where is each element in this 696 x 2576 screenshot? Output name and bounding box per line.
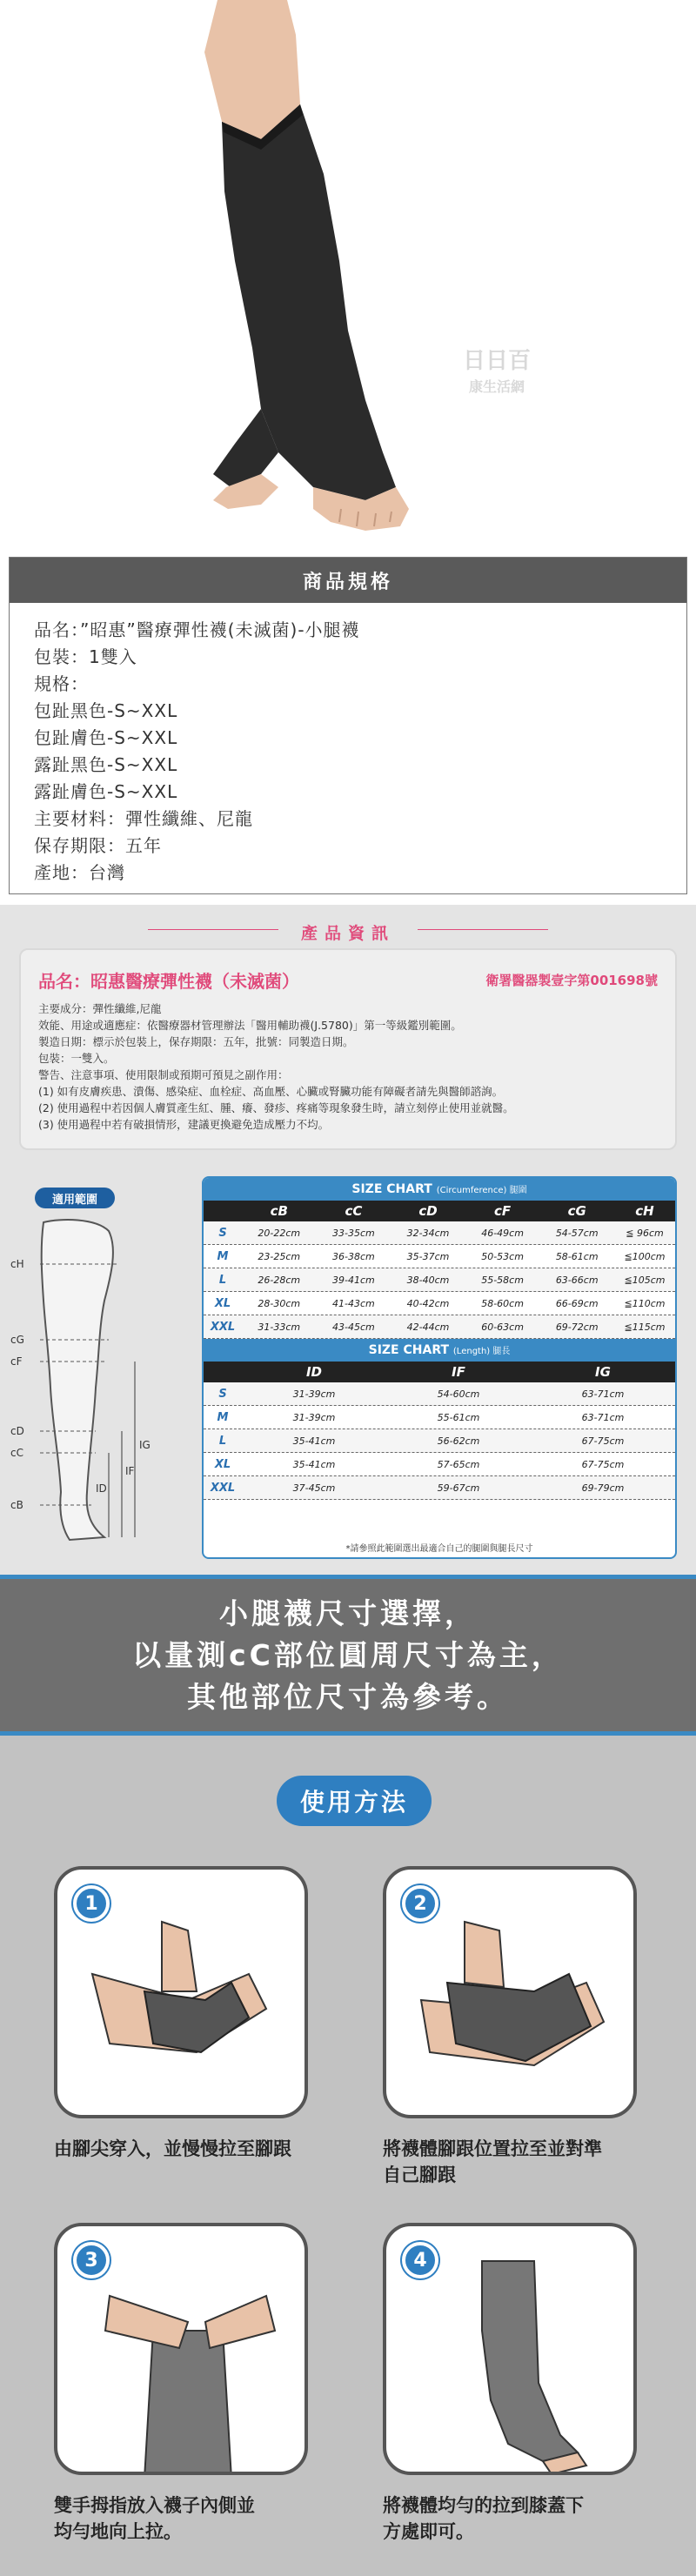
product-info-panel [0,905,696,1575]
info-line: 警告、注意事項、使用限制或預期可預見之副作用： [38,1068,289,1081]
table-cell: 58-61cm [555,1250,599,1262]
circumference-columns: cB cC cD cF cG cH [204,1201,675,1221]
table-cell: 46-49cm [481,1227,524,1239]
info-lines [38,1000,661,1133]
banner-line: 以量測cC部位圓周尺寸為主， [132,1637,564,1672]
table-cell: 40-42cm [406,1297,450,1309]
table-cell: 63-71cm [581,1411,625,1423]
usage-tag: 適用範圍 [35,1188,115,1208]
leg-label-cH: cH [10,1258,24,1270]
length-columns: ID IF IG [204,1362,675,1382]
circumference-header: SIZE CHART (Circumference) 腿圍 [204,1178,675,1201]
table-cell: 31-39cm [292,1388,336,1400]
spec-line: 產地：台灣 [34,862,125,883]
spec-box [9,557,687,894]
info-line: (1) 如有皮膚疾患、潰傷、感染症、血栓症、高血壓、心臟或腎臟功能有障礙者請先與醫師諮詢。 [38,1085,504,1098]
size-chart-table [202,1176,677,1559]
table-cell: 69-79cm [581,1482,625,1494]
leg-label-ID: ID [96,1482,107,1495]
leg-label-cC: cC [10,1447,23,1459]
table-cell: 58-60cm [481,1297,524,1309]
product-photo [0,0,696,544]
table-cell: 69-72cm [555,1321,599,1333]
size-label: M [217,1410,229,1424]
spec-line: 包趾膚色-S~XXL [34,727,178,748]
step-number: 3 [73,2242,110,2278]
info-line: 效能、用途或適應症：依醫療器材管理辦法「醫用輔助襪(J.5780)」第一等級鑑別範圍。 [38,1019,462,1032]
table-cell: 57-65cm [437,1458,480,1470]
size-label: S [218,1387,227,1401]
table-cell: 37-45cm [292,1482,336,1494]
table-row [204,1382,675,1406]
table-cell: 55-58cm [481,1274,524,1286]
banner-line: 其他部位尺寸為參考。 [187,1679,509,1714]
info-cert-number: 衛署醫器製壹字第001698號 [485,973,658,988]
leg-label-cB: cB [10,1499,23,1511]
table-cell: 33-35cm [332,1227,375,1239]
step-number: 1 [73,1885,110,1922]
table-row [204,1453,675,1476]
table-cell: 63-66cm [555,1274,599,1286]
spec-line: 包趾黑色-S~XXL [34,700,178,721]
size-label: M [217,1249,229,1263]
length-rows [204,1382,675,1500]
info-product-name: 品名：昭惠醫療彈性襪（未滅菌） [38,971,299,992]
size-label: L [218,1273,227,1287]
table-cell: 63-71cm [581,1388,625,1400]
spec-line: 露趾黑色-S~XXL [34,754,178,775]
table-row [204,1292,675,1315]
spec-header: 商品規格 [10,558,686,603]
size-note: *請參照此範圍選出最適合自己的腿圍與腿長尺寸 [345,1544,533,1554]
banner-line: 小腿襪尺寸選擇， [219,1596,477,1630]
how-to-use-title: 使用方法 [277,1776,432,1826]
spec-line: 規格： [34,673,89,694]
table-cell: 67-75cm [581,1435,625,1447]
length-header: SIZE CHART (Length) 腿長 [204,1339,675,1362]
leg-measurement-diagram [9,1214,196,1562]
table-cell: 35-41cm [292,1458,336,1470]
step-card-4 [383,2223,637,2475]
step-card-2 [383,1866,637,2118]
table-cell: ≦105cm [624,1274,666,1286]
spec-line: 保存期限：五年 [34,835,162,856]
step-2-text: 將襪體腳跟位置拉至並對準 自己腳跟 [383,2138,602,2185]
table-cell: ≦100cm [624,1250,666,1262]
info-line: (3) 使用過程中若有破損情形，建議更換避免造成壓力不均。 [38,1118,330,1131]
leg-label-cD: cD [10,1425,24,1437]
table-cell: 20-22cm [258,1227,301,1239]
table-cell: 60-63cm [481,1321,524,1333]
size-label: XL [214,1457,231,1471]
table-row [204,1315,675,1339]
size-label: XL [214,1296,231,1310]
table-cell: 35-41cm [292,1435,336,1447]
info-line: 主要成分：彈性纖維,尼龍 [38,1002,162,1015]
leg-label-IG: IG [139,1439,151,1451]
step-3-text: 雙手拇指放入襪子內側並 均勻地向上拉。 [54,2495,255,2542]
step-card-3 [54,2223,308,2475]
circumference-rows [204,1221,675,1339]
table-row [204,1268,675,1292]
how-to-use-section [0,1736,696,2576]
table-cell: 56-62cm [437,1435,480,1447]
size-label: S [218,1226,227,1240]
table-row [204,1476,675,1500]
table-cell: 26-28cm [258,1274,301,1286]
compression-sock-illustration [0,0,696,544]
table-cell: 23-25cm [258,1250,301,1262]
table-cell: 42-44cm [406,1321,450,1333]
info-line: (2) 使用過程中若因個人膚質產生紅、腫、癢、發疹、疼痛等現象發生時，請立刻停止使用並就醫。 [38,1101,514,1114]
table-cell: 31-39cm [292,1411,336,1423]
step-card-1 [54,1866,308,2118]
table-cell: 66-69cm [555,1297,599,1309]
leg-label-cG: cG [10,1334,24,1346]
table-row [204,1406,675,1429]
step-1-text: 由腳尖穿入，並慢慢拉至腳跟 [54,2138,291,2159]
table-cell: ≦110cm [624,1297,666,1309]
table-cell: 35-37cm [406,1250,450,1262]
info-line: 製造日期：標示於包裝上，保存期限：五年，批號：同製造日期。 [38,1035,354,1048]
table-row [204,1245,675,1268]
spec-line: 主要材料：彈性纖維、尼龍 [34,808,253,829]
table-cell: 50-53cm [481,1250,524,1262]
table-cell: 39-41cm [332,1274,375,1286]
spec-line: 露趾膚色-S~XXL [34,781,178,802]
step-number: 4 [402,2242,438,2278]
spec-line: 包裝：1雙入 [34,646,137,667]
table-cell: 59-67cm [437,1482,480,1494]
table-cell: 36-38cm [332,1250,375,1262]
size-label: XXL [210,1320,236,1334]
table-cell: ≦ 96cm [626,1227,664,1239]
spec-body [10,603,686,900]
watermark-logo: 日日百 康生活網 [462,348,531,395]
table-cell: 67-75cm [581,1458,625,1470]
table-cell: 28-30cm [258,1297,301,1309]
title-rule-right [418,929,548,930]
table-cell: 38-40cm [406,1274,450,1286]
table-cell: 43-45cm [332,1321,375,1333]
spec-line: 品名：”昭惠”醫療彈性襪(未滅菌)-小腿襪 [34,619,360,640]
table-cell: ≦115cm [624,1321,666,1333]
table-row [204,1429,675,1453]
table-cell: 31-33cm [258,1321,301,1333]
table-cell: 54-57cm [555,1227,599,1239]
leg-label-cF: cF [10,1355,23,1368]
leg-label-IF: IF [125,1465,135,1477]
table-row [204,1221,675,1245]
info-title: 產品資訊 [300,924,395,943]
size-advice-banner [0,1575,696,1736]
info-line: 包裝：一雙入。 [38,1052,115,1065]
size-label: L [218,1434,227,1448]
table-cell: 32-34cm [406,1227,450,1239]
size-label: XXL [210,1481,236,1495]
step-number: 2 [402,1885,438,1922]
step-4-text: 將襪體均勻的拉到膝蓋下 方處即可。 [383,2495,584,2542]
table-cell: 55-61cm [437,1411,480,1423]
table-cell: 54-60cm [437,1388,480,1400]
table-cell: 41-43cm [332,1297,375,1309]
info-card [19,948,677,1150]
